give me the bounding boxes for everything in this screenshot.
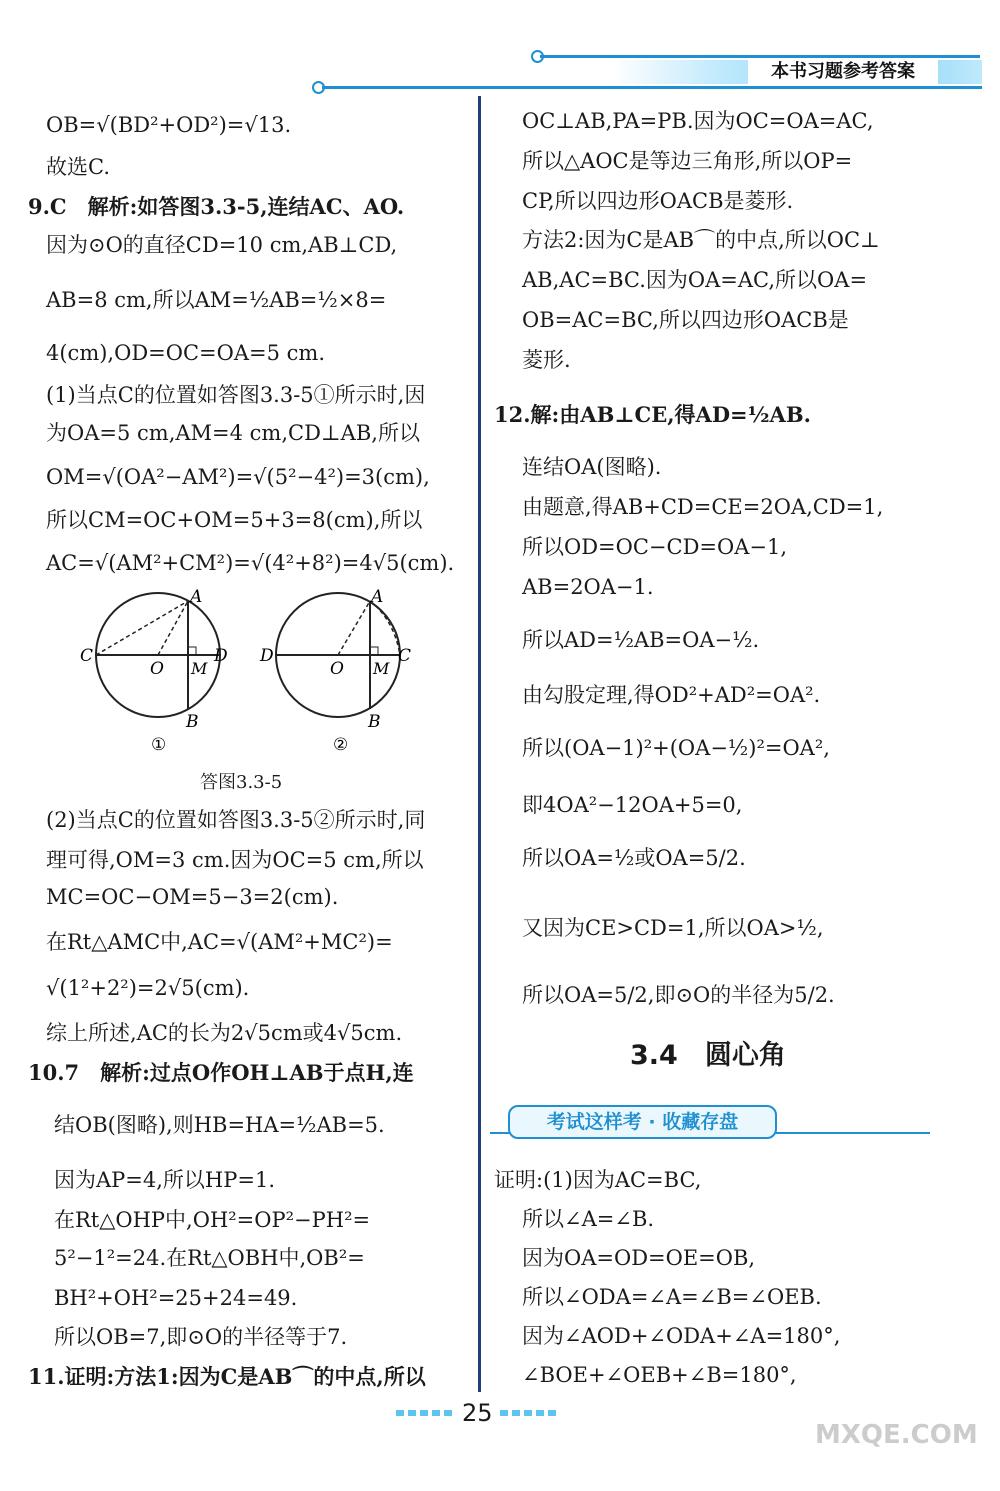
point-m-label: M [373,659,390,678]
geometry-figure [80,587,448,760]
text-line: OM=√(OA²−AM²)=√(5²−4²)=3(cm), [46,465,430,489]
proof-line: 证明:(1)因为AC=BC, [494,1168,702,1192]
text-line: 结OB(图略),则HB=HA=½AB=5. [54,1113,385,1137]
text-line: 由题意,得AB+CD=CE=2OA,CD=1, [522,495,884,519]
figure-1 [80,587,228,755]
section-box-title: 考试这样考 · 收藏存盘 [508,1105,777,1139]
text-line: 因为AP=4,所以HP=1. [54,1168,276,1192]
question-12: 12.解:由AB⊥CE,得AD=½AB. [494,402,811,427]
text-line: 方法2:因为C是AB⌒的中点,所以OC⊥ [522,228,880,252]
proof-line: 因为OA=OD=OE=OB, [522,1246,756,1270]
text-line: 因为⊙O的直径CD=10 cm,AB⊥CD, [46,233,398,257]
text-line: MC=OC−OM=5−3=2(cm). [46,885,339,909]
figure-2 [259,587,411,755]
text-line: 由勾股定理,得OD²+AD²=OA². [522,683,821,707]
text-line: 所以OA=½或OA=5/2. [522,846,746,870]
right-angle-mark [370,647,378,655]
text-line: 综上所述,AC的长为2√5cm或4√5cm. [46,1021,403,1045]
text-line: AB=8 cm,所以AM=½AB=½×8= [46,288,387,312]
column-divider [478,96,481,1392]
point-b-label: B [186,712,199,732]
text-line: 所以OB=7,即⊙O的半径等于7. [54,1325,348,1349]
text-line: 即4OA²−12OA+5=0, [522,793,743,817]
question-11: 11.证明:方法1:因为C是AB⌒的中点,所以 [28,1364,426,1389]
point-a-label: A [371,587,384,607]
text-line: AC=√(AM²+CM²)=√(4²+8²)=4√5(cm). [46,551,455,575]
point-d-label: D [260,646,274,666]
point-c-label: C [398,646,412,666]
text-line: AB,AC=BC.因为OA=AC,所以OA= [522,268,868,292]
text-line: AB=2OA−1. [522,575,654,599]
text-line: OB=AC=BC,所以四边形OACB是 [522,308,849,332]
text-line: 所以△AOC是等边三角形,所以OP= [522,149,853,173]
figure-2-label: ② [333,735,349,755]
text-line: 连结OA(图略). [522,455,662,479]
text-line: 所以AD=½AB=OA−½. [522,628,760,652]
text-line: 又因为CE>CD=1,所以OA>½, [522,916,824,940]
point-m-label: M [191,659,208,678]
text-line: OB=√(BD²+OD²)=√13. [46,113,292,137]
question-9: 9.C 解析:如答图3.3-5,连结AC、AO. [28,194,405,219]
segment-ac [96,601,188,655]
header-bottom-rule [322,86,982,89]
point-c-label: C [80,646,94,666]
text-line: 4(cm),OD=OC=OA=5 cm. [46,341,325,365]
point-d-label: D [214,646,228,666]
figure-caption: 答图3.3-5 [200,772,283,793]
text-line: CP,所以四边形OACB是菱形. [522,189,794,213]
text-line: 在Rt△OHP中,OH²=OP²−PH²= [54,1208,371,1232]
text-line: 5²−1²=24.在Rt△OBH中,OB²= [54,1246,365,1270]
text-line: (1)当点C的位置如答图3.3-5①所示时,因 [46,383,426,407]
segment-ao [338,601,370,655]
text-line: 为OA=5 cm,AM=4 cm,CD⊥AB,所以 [46,421,420,445]
text-line: 菱形. [522,348,571,372]
header-top-rule [540,55,980,58]
text-line: 理可得,OM=3 cm.因为OC=5 cm,所以 [46,848,424,872]
page-number: 25 [462,1399,493,1427]
question-10: 10.7 解析:过点O作OH⊥AB于点H,连 [28,1060,414,1085]
segment-ao [158,601,188,655]
header-title: 本书习题参考答案 [748,60,938,84]
proof-line: 所以∠ODA=∠A=∠B=∠OEB. [522,1285,822,1309]
point-a-label: A [190,587,203,607]
right-angle-mark [188,647,196,655]
text-line: (2)当点C的位置如答图3.3-5②所示时,同 [46,808,426,832]
text-line: OC⊥AB,PA=PB.因为OC=OA=AC, [522,109,874,133]
text-line: 故选C. [46,155,110,179]
proof-line: 因为∠AOD+∠ODA+∠A=180°, [522,1324,841,1348]
text-line: BH²+OH²=25+24=49. [54,1286,298,1310]
watermark: MXQE.COM [815,1420,978,1450]
page-deco-right [500,1410,560,1416]
figure-1-label: ① [151,735,167,755]
text-line: 所以(OA−1)²+(OA−½)²=OA², [522,736,830,760]
text-line: 所以CM=OC+OM=5+3=8(cm),所以 [46,508,423,532]
page-deco-left [396,1410,456,1416]
text-line: 在Rt△AMC中,AC=√(AM²+MC²)= [46,930,393,954]
point-o-label: O [330,659,344,679]
text-line: 所以OA=5/2,即⊙O的半径为5/2. [522,983,835,1007]
point-b-label: B [368,712,381,732]
proof-line: ∠BOE+∠OEB+∠B=180°, [522,1363,797,1387]
proof-line: 所以∠A=∠B. [522,1207,655,1231]
section-title: 3.4 圆心角 [630,1040,786,1071]
text-line: 所以OD=OC−CD=OA−1, [522,535,788,559]
text-line: √(1²+2²)=2√5(cm). [46,976,250,1000]
point-o-label: O [150,659,164,679]
